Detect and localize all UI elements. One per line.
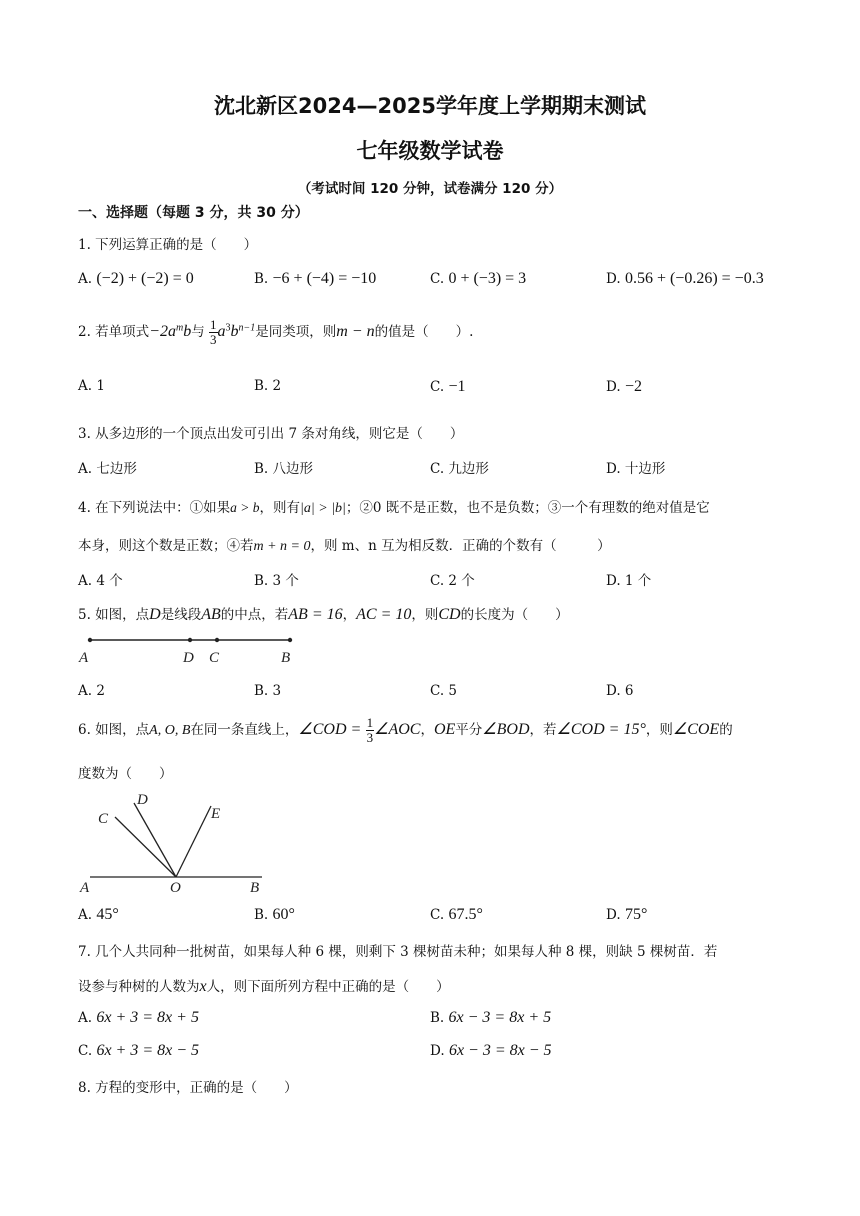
label-d: D (183, 650, 194, 666)
q5-segment-figure (76, 630, 306, 670)
label-e: E (211, 806, 221, 822)
q2-option-b: B. 2 (254, 378, 282, 394)
q3-option-c: C. 九边形 (430, 461, 489, 477)
q4-option-d: D. 1 个 (606, 573, 652, 589)
point-d (188, 638, 192, 642)
q7-option-b: B. 6x − 3 = 8x + 5 (430, 1009, 552, 1026)
label-c: C (209, 650, 220, 666)
section-title: 一、选择题（每题 3 分，共 30 分） (78, 205, 309, 221)
q7-line1: 7. 几个人共同种一批树苗，如果每人种 6 棵，则剩下 3 棵树苗未种；如果每人种 8 棵，则缺 5 棵树苗．若 (78, 944, 718, 960)
q5-option-d: D. 6 (606, 683, 634, 699)
label-o: O (170, 880, 181, 896)
label-b: B (250, 880, 260, 896)
exam-title: 沈北新区2024—2025学年度上学期期末测试 (214, 94, 646, 118)
q6-option-b: B. 60° (254, 906, 295, 923)
q4-line1: 4. 在下列说法中：①如果a > b，则有|a| > |b|；②0 既不是正数，也不是负数；③一个有理数的绝对值是它 (78, 500, 710, 516)
q3-option-d: D. 十边形 (606, 461, 666, 477)
q5-option-a: A. 2 (78, 683, 105, 699)
q3-stem: 3. 从多边形的一个顶点出发可引出 7 条对角线，则它是（ ） (78, 426, 464, 442)
q4-option-a: A. 4 个 (78, 573, 123, 589)
point-b (288, 638, 292, 642)
label-a: A (79, 650, 89, 666)
q6-option-a: A. 45° (78, 906, 119, 923)
q1-option-c: C. 0 + (−3) = 3 (430, 270, 527, 287)
ray-od (134, 803, 176, 877)
q2-fraction: $\frac{1}{3}$ (210, 317, 217, 347)
point-a (88, 638, 92, 642)
label-a: A (80, 880, 90, 896)
q3-option-a: A. 七边形 (78, 461, 137, 477)
q4-option-c: C. 2 个 (430, 573, 475, 589)
q6-option-c: C. 67.5° (430, 906, 483, 923)
q5-option-c: C. 5 (430, 683, 458, 699)
label-b: B (281, 650, 291, 666)
q2-option-c: C. −1 (430, 378, 466, 395)
q2-option-d: D. −2 (606, 378, 642, 395)
exam-note: （考试时间 120 分钟，试卷满分 120 分） (297, 181, 563, 197)
q5-option-b: B. 3 (254, 683, 282, 699)
q5-stem: 5. 如图，点D是线段AB的中点，若AB = 16，AC = 10，则CD的长度为（ ） (78, 606, 569, 623)
q3-option-b: B. 八边形 (254, 461, 314, 477)
q6-line1: 6. 如图，点A, O, B在同一条直线上，∠COD = $\frac{1}{3}$ ∠AOC，OE平分∠BOD，若∠COD = 15°，则∠COE的 (78, 715, 733, 745)
q6-fraction: $\frac{1}{3}$ (366, 715, 374, 745)
q1-stem: 1. 下列运算正确的是（ ） (78, 237, 258, 253)
q6-angle-figure (76, 786, 276, 896)
q7-option-c: C. 6x + 3 = 8x − 5 (78, 1042, 200, 1059)
label-c: C (98, 811, 109, 827)
q1-option-a: A. (−2) + (−2) = 0 (78, 270, 194, 287)
q7-line2: 设参与种树的人数为x人，则下面所列方程中正确的是（ ） (78, 978, 450, 995)
q7-option-a: A. 6x + 3 = 8x + 5 (78, 1009, 199, 1026)
ray-oc (115, 817, 176, 877)
q6-line2: 度数为（ ） (78, 766, 173, 782)
q2-option-a: A. 1 (78, 378, 105, 394)
q1-option-b: B. −6 + (−4) = −10 (254, 270, 377, 287)
q8-stem: 8. 方程的变形中，正确的是（ ） (78, 1080, 298, 1096)
label-d: D (137, 792, 148, 808)
ray-oe (176, 806, 211, 877)
point-c (215, 638, 219, 642)
q7-option-d: D. 6x − 3 = 8x − 5 (430, 1042, 552, 1059)
q1-option-d: D. 0.56 + (−0.26) = −0.3 (606, 270, 764, 287)
exam-subtitle: 七年级数学试卷 (356, 139, 504, 163)
q2-stem: 2. 若单项式$-2a^mb$与 $\frac{1}{3}$ $a^3b^{n-1}$是同类项，则m − n的值是（ ）. (78, 317, 474, 347)
q4-line2: 本身，则这个数是正数；④若m + n = 0，则 m、n 互为相反数．正确的个数有（ ） (78, 538, 611, 554)
q4-option-b: B. 3 个 (254, 573, 299, 589)
q6-option-d: D. 75° (606, 906, 648, 923)
